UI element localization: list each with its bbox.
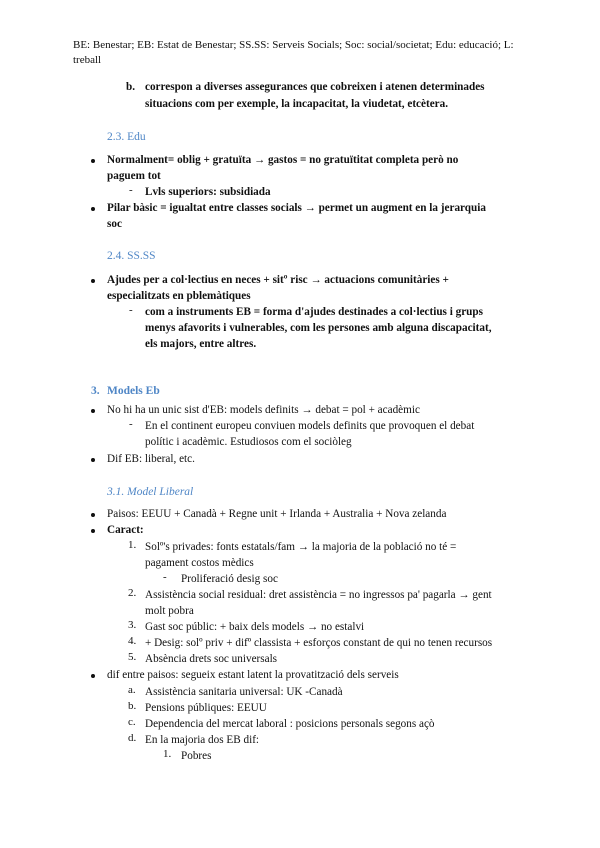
bullet-icon [91, 458, 95, 462]
heading-liberal: 3.1. Model Liberal [107, 486, 194, 498]
models-sub-1-line-1: En el continent europeu conviuen models definits que provoquen el debat [145, 420, 475, 432]
bullet-icon [91, 529, 95, 533]
heading-edu: 2.3. Edu [107, 131, 146, 143]
bullet-icon [91, 159, 95, 163]
dash-icon: - [129, 418, 133, 430]
liberal-dif-d-sub: Pobres [181, 750, 212, 762]
list-letter: b. [128, 700, 137, 712]
liberal-item-2-line-1: Assistència social residual: dret assistència = no ingressos pa' pagarla → gent [145, 589, 492, 601]
dash-icon: - [129, 184, 133, 196]
edu-bullet-1-line-1: Normalment= oblig + gratuïta → gastos = no gratuïtitat completa però no [107, 154, 459, 166]
heading-ss: 2.4. SS.SS [107, 250, 156, 262]
liberal-dif: dif entre paisos: segueix estant latent la provatització dels serveis [107, 669, 399, 681]
list-number: 5. [128, 651, 137, 663]
liberal-paisos: Paisos: EEUU + Canadà + Regne unit + Irlanda + Australia + Nova zelanda [107, 508, 447, 520]
bullet-icon [91, 513, 95, 517]
liberal-item-3: Gast soc públic: + baix dels models → no estalvi [145, 621, 365, 633]
bullet-icon [91, 674, 95, 678]
bullet-icon [91, 409, 95, 413]
edu-sub-1: Lvls superiors: subsidiada [145, 186, 271, 198]
liberal-item-1-line-2: pagament costos mèdics [145, 557, 254, 569]
liberal-item-1-sub: Proliferació desig soc [181, 573, 278, 585]
bullet-icon [91, 207, 95, 211]
liberal-item-5: Absència drets soc universals [145, 653, 278, 665]
abbreviations-line-1: BE: Benestar; EB: Estat de Benestar; SS.SS: Serveis Socials; Soc: social/societat; Edu: educació; L: [73, 39, 514, 51]
models-bullet-2: Dif EB: liberal, etc. [107, 453, 195, 465]
list-number: 4. [128, 635, 137, 647]
dash-icon: - [163, 571, 167, 583]
models-bullet-1: No hi ha un unic sist d'EB: models definits → debat = pol + acadèmic [107, 404, 420, 416]
bullet-icon [91, 279, 95, 283]
liberal-item-1-line-1: Solº's privades: fonts estatals/fam → la majoria de la població no té = [145, 541, 457, 553]
liberal-dif-d: En la majoria dos EB dif: [145, 734, 260, 746]
liberal-item-2-line-2: molt pobra [145, 605, 194, 617]
ss-bullet-1-line-2: especialitzats en pblemàtiques [107, 290, 251, 302]
item-b-marker: b. [126, 81, 136, 93]
ss-sub-1-line-2: menys afavorits i vulnerables, com les persones amb alguna discapacitat, [145, 322, 492, 334]
edu-bullet-1-line-2: paguem tot [107, 170, 161, 182]
list-letter: c. [128, 716, 136, 728]
list-number: 1. [128, 539, 137, 551]
list-letter: a. [128, 684, 136, 696]
list-number: 3. [128, 619, 137, 631]
item-b-line-2: situacions com per exemple, la incapacitat, la viudetat, etcètera. [145, 98, 449, 110]
ss-sub-1-line-1: com a instruments EB = forma d'ajudes destinades a col·lectius i grups [145, 306, 483, 318]
list-number: 2. [128, 587, 137, 599]
models-number: 3. [91, 385, 100, 397]
list-number: 1. [163, 748, 172, 760]
edu-bullet-2-line-2: soc [107, 218, 122, 230]
item-b-line-1: correspon a diverses assegurances que cobreixen i atenen determinades [145, 81, 485, 93]
liberal-dif-c: Dependencia del mercat laboral : posicions personals segons açò [145, 718, 435, 730]
ss-bullet-1-line-1: Ajudes per a col·lectius en neces + sitº risc → actuacions comunitàries + [107, 274, 449, 286]
liberal-dif-b: Pensions públiques: EEUU [145, 702, 267, 714]
dash-icon: - [129, 304, 133, 316]
ss-sub-1-line-3: els majors, entre altres. [145, 338, 257, 350]
liberal-dif-a: Assistència sanitaria universal: UK -Canadà [145, 686, 343, 698]
edu-bullet-2-line-1: Pilar bàsic = igualtat entre classes socials → permet un augment en la jerarquia [107, 202, 486, 214]
models-sub-1-line-2: polític i acadèmic. Estudiosos com el sociòleg [145, 436, 352, 448]
list-letter: d. [128, 732, 137, 744]
heading-models: Models Eb [107, 385, 160, 397]
liberal-item-4: + Desig: solº priv + difº classista + esforços constant de qui no tenen recursos [145, 637, 493, 649]
liberal-caract: Caract: [107, 524, 144, 536]
abbreviations-line-2: treball [73, 54, 102, 66]
